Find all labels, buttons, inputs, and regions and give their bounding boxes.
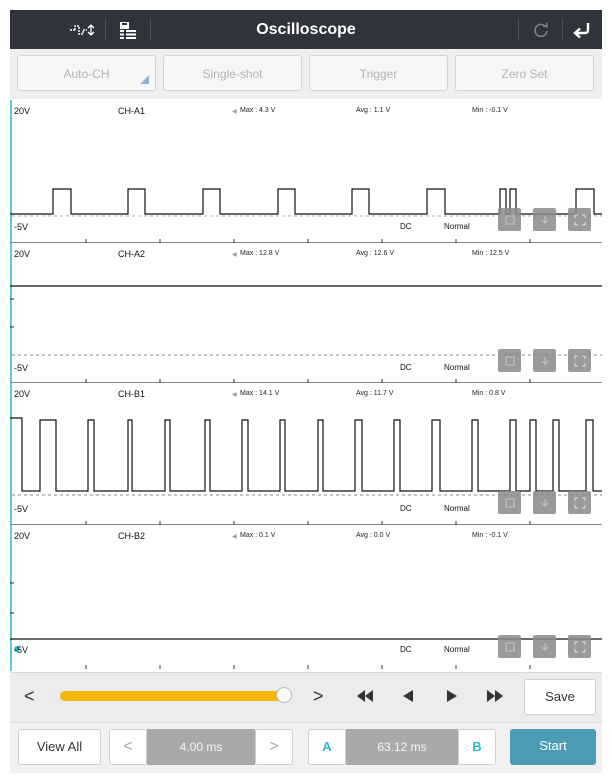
fast-rewind-icon[interactable] (356, 689, 374, 707)
download-icon (540, 642, 550, 652)
fast-forward-icon[interactable] (486, 689, 504, 707)
avg-value: Avg : 11.7 V (356, 390, 394, 397)
channel-settings-button[interactable] (498, 491, 521, 514)
expand-icon (574, 355, 586, 367)
download-icon (540, 498, 550, 508)
channel-settings-button[interactable] (498, 349, 521, 372)
save-label: Save (545, 689, 575, 704)
scale-bottom-label: -5V (14, 363, 29, 373)
channel-download-button[interactable] (533, 208, 556, 231)
timebase-decrease-button[interactable] (109, 729, 147, 765)
trigger-button[interactable] (309, 55, 448, 91)
scale-bottom-label: -5V (14, 504, 29, 514)
position-slider[interactable] (60, 688, 292, 704)
cursor-a-label: A (322, 739, 332, 754)
page-title: Oscilloscope (256, 21, 356, 38)
scale-top-label: 20V (14, 249, 31, 259)
max-value: Max : 14.1 V (240, 390, 280, 397)
dropdown-corner-icon (140, 75, 149, 84)
playback-bar (10, 672, 602, 723)
title-bar (10, 10, 602, 49)
step-forward-icon[interactable] (446, 689, 458, 707)
channel-expand-button[interactable] (568, 349, 591, 372)
bottom-toolbar (10, 722, 602, 773)
timebase-value: 4.00 ms (147, 729, 255, 765)
settings-icon (505, 215, 515, 225)
view-all-button[interactable] (18, 729, 101, 765)
min-value: Min : -0.1 V (472, 107, 508, 114)
start-label: Start (539, 738, 567, 753)
signal-trace (10, 418, 602, 491)
avg-value: Avg : 0.0 V (356, 532, 391, 539)
scale-top-label: 20V (14, 389, 31, 399)
single-shot-button[interactable] (163, 55, 302, 91)
refresh-icon[interactable] (521, 10, 561, 49)
auto-ch-button[interactable] (17, 55, 156, 91)
channel-download-button[interactable] (533, 491, 556, 514)
scale-bottom-label: -5V (14, 222, 29, 232)
cursor-b-label: B (472, 739, 482, 754)
channel-name: CH-B1 (118, 389, 146, 399)
max-value: Max : 12.8 V (240, 250, 280, 257)
scale-top-label: 20V (14, 106, 31, 116)
mode-label: Normal (444, 222, 470, 231)
zero-set-label: Zero Set (501, 67, 548, 81)
channel-expand-button[interactable] (568, 208, 591, 231)
settings-icon (505, 498, 515, 508)
channel-expand-button[interactable] (568, 491, 591, 514)
avg-value: Avg : 12.6 V (356, 250, 395, 257)
channel-expand-button[interactable] (568, 635, 591, 658)
scale-top-label: 20V (14, 531, 31, 541)
channel-name: CH-B2 (118, 531, 146, 541)
cursor-value: 63.12 ms (346, 729, 458, 765)
channel-panel-a2[interactable] (10, 243, 602, 383)
coupling-label: DC (400, 645, 412, 654)
mode-bar (10, 49, 602, 99)
title-divider (518, 18, 519, 41)
step-back-icon[interactable] (402, 689, 414, 707)
min-value: Min : -0.1 V (472, 532, 508, 539)
left-marker-icon: ◀ (232, 109, 237, 115)
coupling-label: DC (400, 363, 412, 372)
channel-panel-a1[interactable] (10, 100, 602, 243)
back-arrow-icon[interactable] (562, 10, 602, 49)
left-marker-icon: ◀ (232, 534, 237, 540)
cursor-b-button[interactable] (458, 729, 496, 765)
expand-icon (574, 497, 586, 509)
save-button[interactable] (524, 679, 596, 715)
channel-name: CH-A1 (118, 106, 146, 116)
trigger-label: Trigger (359, 67, 398, 81)
coupling-label: DC (400, 222, 412, 231)
channel-settings-button[interactable] (498, 208, 521, 231)
download-icon (540, 215, 550, 225)
settings-icon (505, 356, 515, 366)
avg-value: Avg : 1.1 V (356, 107, 391, 114)
channel-panel-b2[interactable] (10, 525, 602, 671)
view-all-label: View All (36, 739, 83, 754)
settings-icon (505, 642, 515, 652)
mode-label: Normal (444, 504, 470, 513)
chevron-right-icon: > (269, 738, 279, 755)
coupling-label: DC (400, 504, 412, 513)
mode-label: Normal (444, 363, 470, 372)
min-value: Min : 12.5 V (472, 250, 510, 257)
channel-download-button[interactable] (533, 349, 556, 372)
min-value: Min : 0.8 V (472, 390, 506, 397)
channel-panel-b1[interactable] (10, 383, 602, 525)
single-shot-label: Single-shot (202, 67, 263, 81)
slider-fill (60, 691, 292, 701)
cursor-a-button[interactable] (308, 729, 346, 765)
left-marker-icon: ◀ (232, 252, 237, 258)
tick-marks (10, 583, 530, 669)
expand-icon (574, 641, 586, 653)
slider-knob[interactable] (276, 687, 292, 703)
channel-settings-button[interactable] (498, 635, 521, 658)
scroll-left-icon[interactable]: < (24, 686, 35, 706)
download-icon (540, 356, 550, 366)
start-button[interactable] (510, 729, 596, 765)
mode-label: Normal (444, 645, 470, 654)
left-marker-icon: ◀ (232, 392, 237, 398)
scroll-right-icon[interactable]: > (313, 686, 324, 706)
expand-icon (574, 214, 586, 226)
auto-ch-label: Auto-CH (63, 67, 110, 81)
zero-set-button[interactable] (455, 55, 594, 91)
chevron-left-icon: < (123, 738, 133, 755)
channel-name: CH-A2 (118, 249, 146, 259)
max-value: Max : 4.3 V (240, 107, 276, 114)
timebase-increase-button[interactable] (255, 729, 293, 765)
max-value: Max : 0.1 V (240, 532, 276, 539)
channel-download-button[interactable] (533, 635, 556, 658)
scale-bottom-label: -5V (14, 645, 29, 655)
